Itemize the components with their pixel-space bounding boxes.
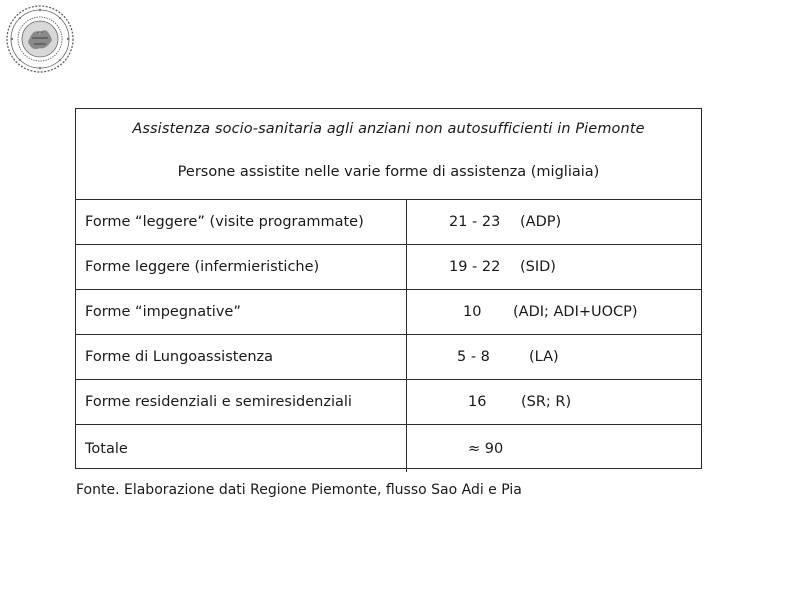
table-header — [76, 109, 701, 200]
assistance-table — [75, 108, 702, 469]
row-code: (LA) — [529, 349, 559, 365]
row-value: ≈ 90 — [468, 440, 504, 457]
source-note: Fonte. Elaborazione dati Regione Piemonte, flusso Sao Adi e Pia — [76, 482, 522, 498]
table-row-total — [76, 425, 701, 472]
row-value-cell — [407, 200, 701, 244]
row-value-cell — [407, 245, 701, 289]
table-row — [76, 380, 701, 425]
row-value: 21 - 23 — [449, 214, 501, 230]
row-label: Forme leggere (infermieristiche) — [76, 245, 407, 289]
row-value: 10 — [463, 304, 482, 320]
row-code: (ADP) — [520, 214, 562, 230]
table-title: Assistenza socio-sanitaria agli anziani non autosufficienti in Piemonte — [132, 121, 645, 137]
table-row — [76, 290, 701, 335]
row-label: Forme “impegnative” — [76, 290, 407, 334]
row-value: 19 - 22 — [449, 259, 501, 275]
row-label: Forme residenziali e semiresidenziali — [76, 380, 407, 424]
table-subtitle: Persone assistite nelle varie forme di assistenza (migliaia) — [177, 164, 600, 180]
row-value-cell — [407, 425, 701, 472]
university-seal-icon — [4, 4, 76, 74]
row-code: (SR; R) — [521, 394, 572, 410]
table-row — [76, 335, 701, 380]
row-code: (SID) — [520, 259, 556, 275]
row-label: Forme “leggere” (visite programmate) — [76, 200, 407, 244]
table-row — [76, 200, 701, 245]
row-code: (ADI; ADI+UOCP) — [513, 304, 638, 320]
row-label: Forme di Lungoassistenza — [76, 335, 407, 379]
row-value: 5 - 8 — [457, 349, 490, 365]
row-value-cell — [407, 380, 701, 424]
row-value: 16 — [468, 394, 487, 410]
table-row — [76, 245, 701, 290]
row-label: Totale — [76, 425, 407, 472]
row-value-cell — [407, 290, 701, 334]
row-value-cell — [407, 335, 701, 379]
